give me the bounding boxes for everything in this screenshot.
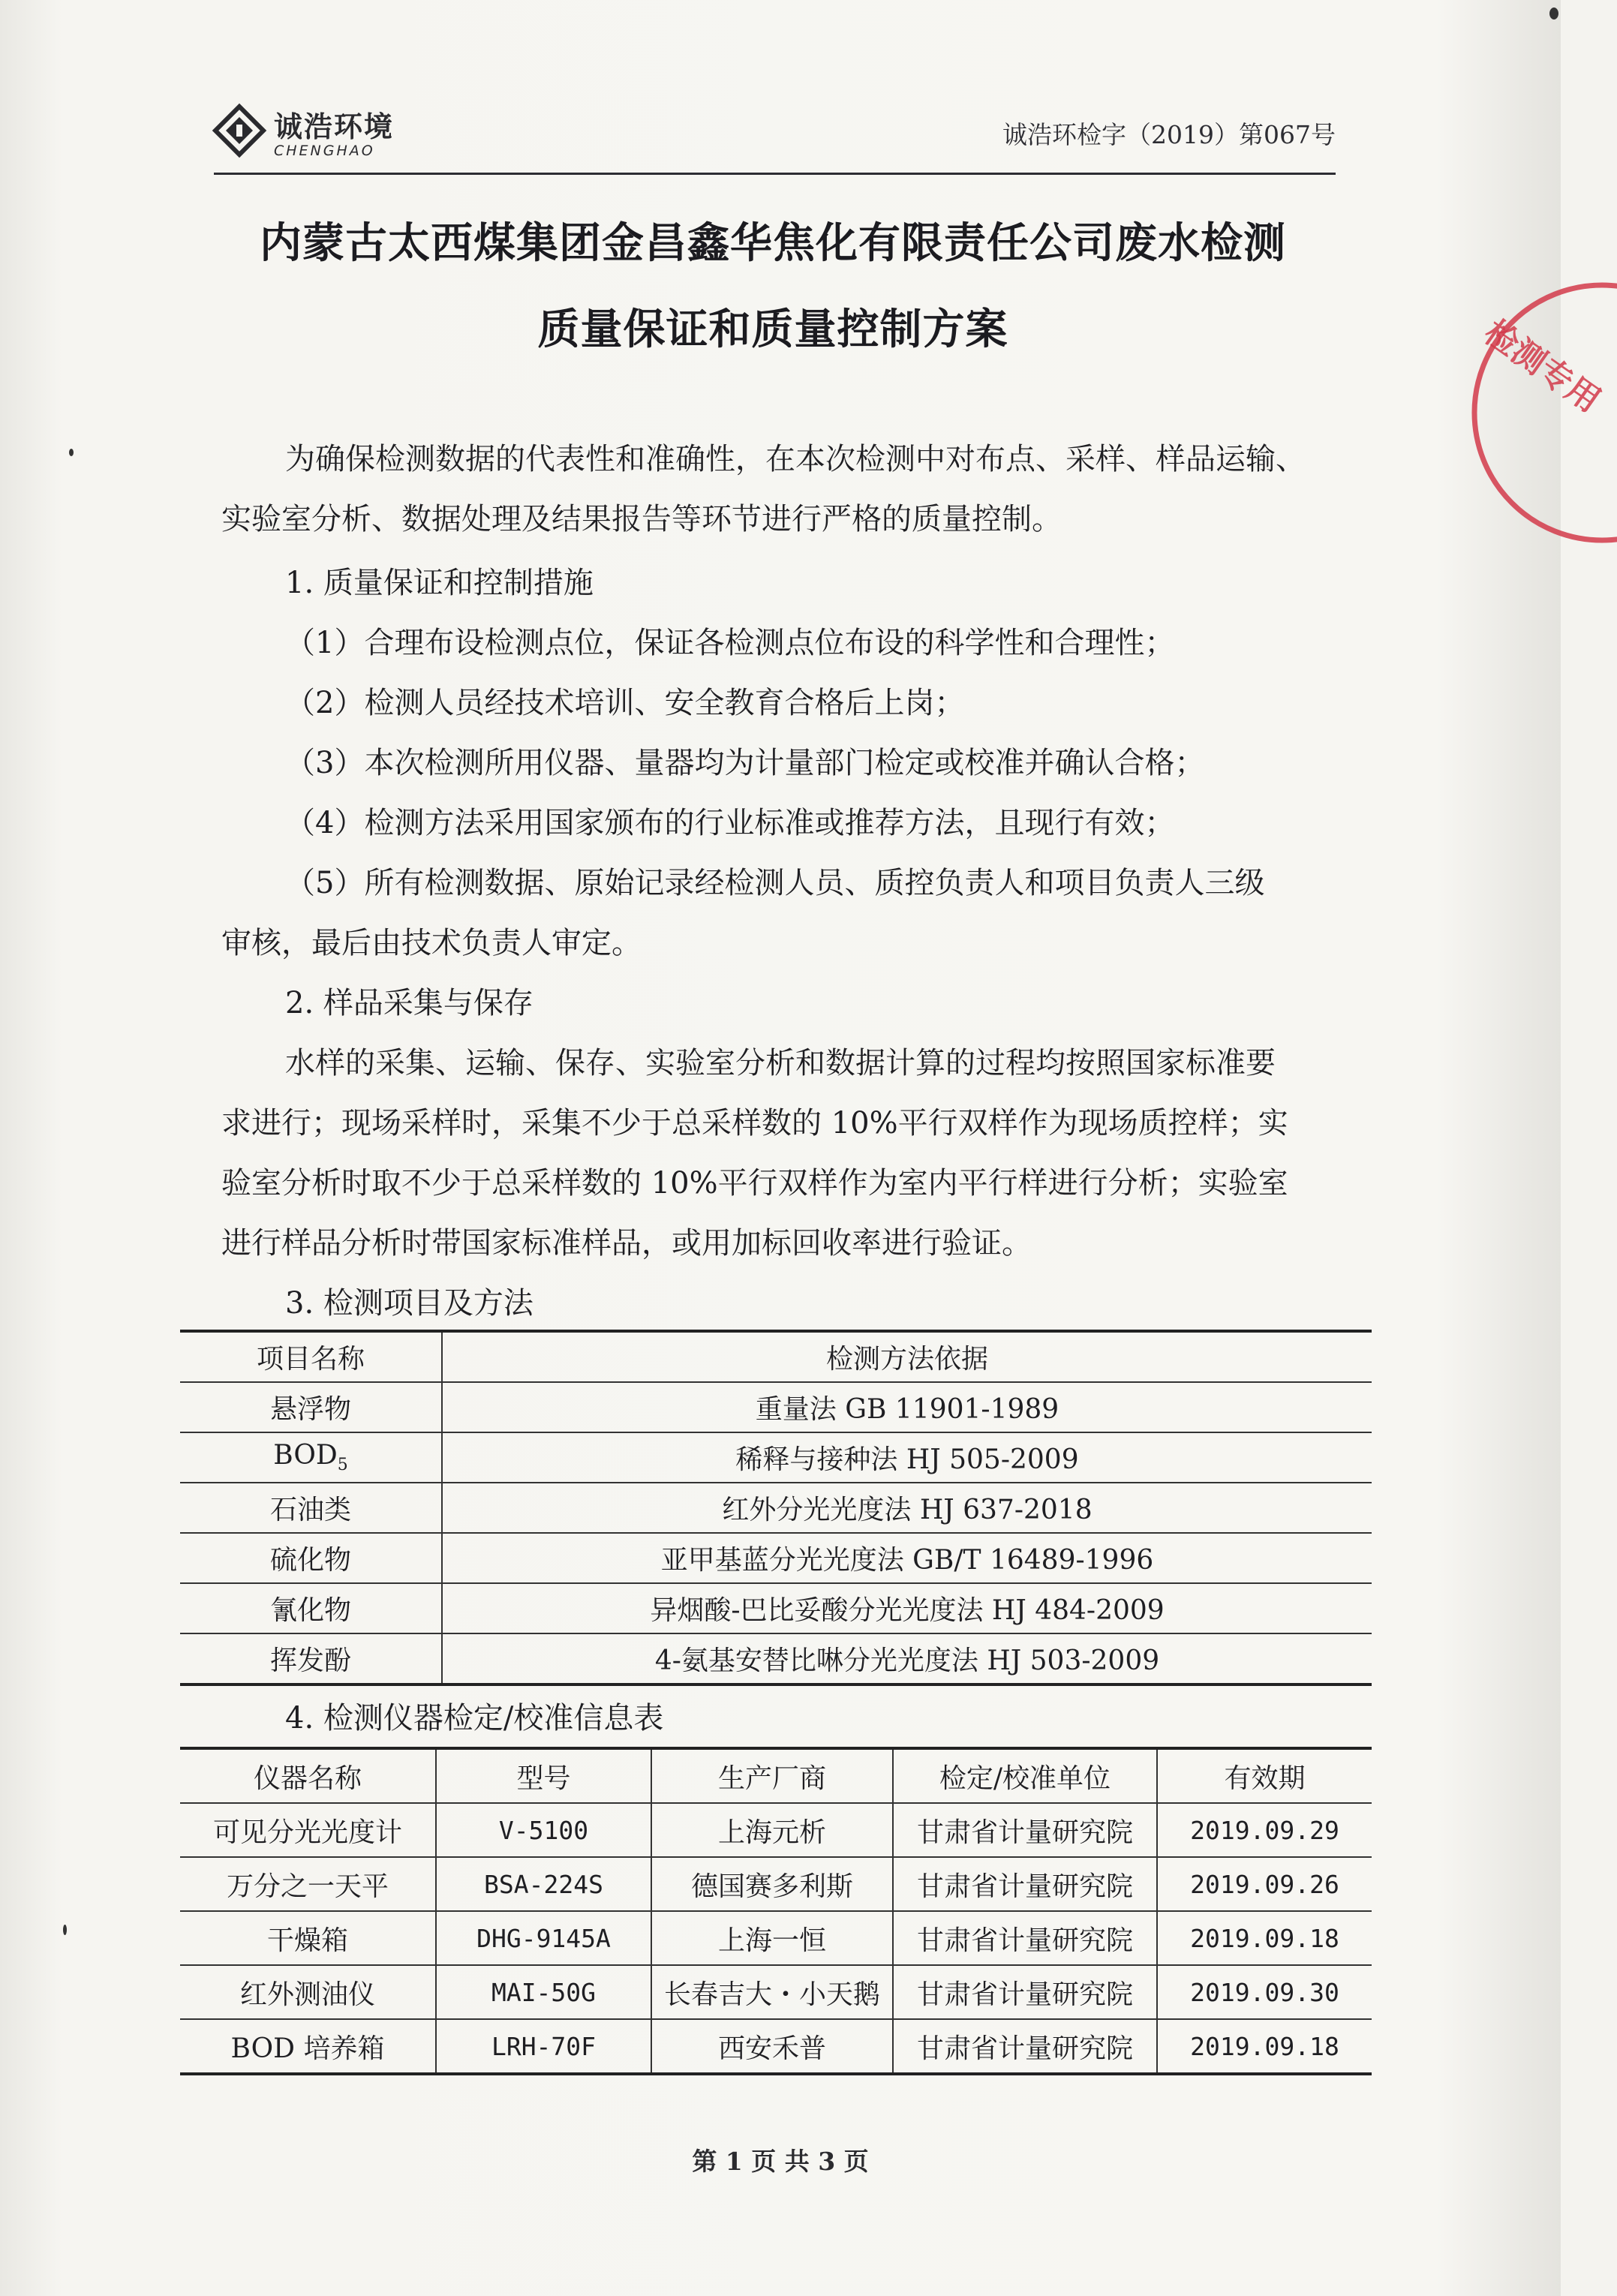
- section1-item2: （2）检测人员经技术培训、安全教育合格后上岗；: [285, 686, 965, 720]
- page-header: [214, 98, 1336, 180]
- instrument-name: 干燥箱: [180, 1911, 436, 1965]
- table-row: [180, 1965, 1372, 2019]
- section1-item1: （1）合理布设检测点位，保证各检测点位布设的科学性和合理性；: [285, 626, 1175, 660]
- instrument-unit: 甘肃省计量研究院: [893, 1857, 1157, 1911]
- official-seal-stamp: [1452, 255, 1617, 585]
- method-table: [180, 1330, 1372, 1686]
- instrument-model: BSA-224S: [436, 1857, 651, 1911]
- logo-english-name: CHENGHAO: [274, 143, 375, 159]
- instrument-table: [180, 1747, 1372, 2075]
- table-row: [180, 1911, 1372, 1965]
- instrument-valid: 2019.09.29: [1157, 1803, 1372, 1857]
- logo-chinese-name: 诚浩环境: [274, 110, 395, 143]
- method-col-method: 检测方法依据: [442, 1331, 1372, 1382]
- section2-line3: 验室分析时取不少于总采样数的 10%平行双样作为室内平行样进行分析；实验室: [221, 1166, 1288, 1201]
- section2-line1: 水样的采集、运输、保存、实验室分析和数据计算的过程均按照国家标准要: [285, 1046, 1276, 1080]
- instrument-col-unit: 检定/校准单位: [893, 1748, 1157, 1803]
- instrument-maker: 上海元析: [651, 1803, 893, 1857]
- instrument-maker: 西安禾普: [651, 2019, 893, 2074]
- instrument-model: V-5100: [436, 1803, 651, 1857]
- section1-item3: （3）本次检测所用仪器、量器均为计量部门检定或校准并确认合格；: [285, 746, 1205, 780]
- method-item: 石油类: [180, 1483, 442, 1533]
- method-item: 挥发酚: [180, 1633, 442, 1684]
- table-row: [180, 1633, 1372, 1684]
- instrument-unit: 甘肃省计量研究院: [893, 2019, 1157, 2074]
- section2-heading: 2. 样品采集与保存: [285, 986, 533, 1020]
- section1-item4: （4）检测方法采用国家颁布的行业标准或推荐方法，且现行有效；: [285, 806, 1175, 840]
- table-row: [180, 1533, 1372, 1583]
- method-standard: 亚甲基蓝分光光度法 GB/T 16489-1996: [442, 1533, 1372, 1583]
- section1-heading: 1. 质量保证和控制措施: [285, 566, 594, 600]
- table-row: [180, 1857, 1372, 1911]
- method-table-header: [180, 1331, 1372, 1382]
- method-item-subscript: 5: [337, 1456, 348, 1475]
- page-number: 第 1 页 共 3 页: [692, 2147, 869, 2176]
- header-divider: [214, 173, 1336, 175]
- scan-speck: [69, 449, 74, 456]
- instrument-model: DHG-9145A: [436, 1911, 651, 1965]
- company-logo: [214, 104, 409, 171]
- seal-text: 检测专用: [1477, 313, 1608, 420]
- instrument-unit: 甘肃省计量研究院: [893, 1965, 1157, 2019]
- table-row: [180, 2019, 1372, 2074]
- table-row: [180, 1803, 1372, 1857]
- instrument-maker: 德国赛多利斯: [651, 1857, 893, 1911]
- instrument-name: 可见分光光度计: [180, 1803, 436, 1857]
- method-standard: 红外分光光度法 HJ 637-2018: [442, 1483, 1372, 1533]
- method-item: 硫化物: [180, 1533, 442, 1583]
- table-row: [180, 1583, 1372, 1633]
- method-item: 氰化物: [180, 1583, 442, 1633]
- table-row: [180, 1483, 1372, 1533]
- method-item: [180, 1432, 442, 1483]
- section1-item5-line1: （5）所有检测数据、原始记录经检测人员、质控负责人和项目负责人三级: [285, 866, 1265, 900]
- instrument-valid: 2019.09.18: [1157, 2019, 1372, 2074]
- instrument-col-maker: 生产厂商: [651, 1748, 893, 1803]
- section2-line4: 进行样品分析时带国家标准样品，或用加标回收率进行验证。: [221, 1226, 1032, 1261]
- instrument-maker: 长春吉大・小天鹅: [651, 1965, 893, 2019]
- instrument-unit: 甘肃省计量研究院: [893, 1803, 1157, 1857]
- instrument-name: BOD 培养箱: [180, 2019, 436, 2074]
- table-row: [180, 1432, 1372, 1483]
- instrument-col-name: 仪器名称: [180, 1748, 436, 1803]
- intro-line2: 实验室分析、数据处理及结果报告等环节进行严格的质量控制。: [221, 502, 1062, 536]
- scan-speck: [63, 1925, 67, 1935]
- method-item: 悬浮物: [180, 1382, 442, 1432]
- instrument-valid: 2019.09.18: [1157, 1911, 1372, 1965]
- instrument-name: 万分之一天平: [180, 1857, 436, 1911]
- intro-line1: 为确保检测数据的代表性和准确性，在本次检测中对布点、采样、样品运输、: [285, 442, 1306, 476]
- instrument-table-header: [180, 1748, 1372, 1803]
- method-standard: 重量法 GB 11901-1989: [442, 1382, 1372, 1432]
- document-number: 诚浩环检字（2019）第067号: [1002, 120, 1336, 149]
- logo-mark-icon: [214, 105, 265, 156]
- section4-heading: 4. 检测仪器检定/校准信息表: [285, 1701, 664, 1736]
- instrument-model: LRH-70F: [436, 2019, 651, 2074]
- method-standard: 异烟酸-巴比妥酸分光光度法 HJ 484-2009: [442, 1583, 1372, 1633]
- instrument-model: MAI-50G: [436, 1965, 651, 2019]
- instrument-maker: 上海一恒: [651, 1911, 893, 1965]
- section1-item5-line2: 审核，最后由技术负责人审定。: [221, 926, 642, 960]
- method-standard: 4-氨基安替比啉分光光度法 HJ 503-2009: [442, 1633, 1372, 1684]
- document-title-line2: 质量保证和质量控制方案: [537, 305, 1008, 354]
- instrument-valid: 2019.09.26: [1157, 1857, 1372, 1911]
- scan-speck: [1549, 8, 1558, 20]
- method-col-item: 项目名称: [180, 1331, 442, 1382]
- table-row: [180, 1382, 1372, 1432]
- section3-heading: 3. 检测项目及方法: [285, 1286, 533, 1321]
- document-title-line1: 内蒙古太西煤集团金昌鑫华焦化有限责任公司废水检测: [260, 218, 1286, 268]
- instrument-unit: 甘肃省计量研究院: [893, 1911, 1157, 1965]
- instrument-valid: 2019.09.30: [1157, 1965, 1372, 2019]
- instrument-col-model: 型号: [436, 1748, 651, 1803]
- method-standard: 稀释与接种法 HJ 505-2009: [442, 1432, 1372, 1483]
- section2-line2: 求进行；现场采样时，采集不少于总采样数的 10%平行双样作为现场质控样；实: [221, 1106, 1288, 1140]
- instrument-col-valid: 有效期: [1157, 1748, 1372, 1803]
- instrument-name: 红外测油仪: [180, 1965, 436, 2019]
- method-item-text: BOD: [273, 1440, 338, 1471]
